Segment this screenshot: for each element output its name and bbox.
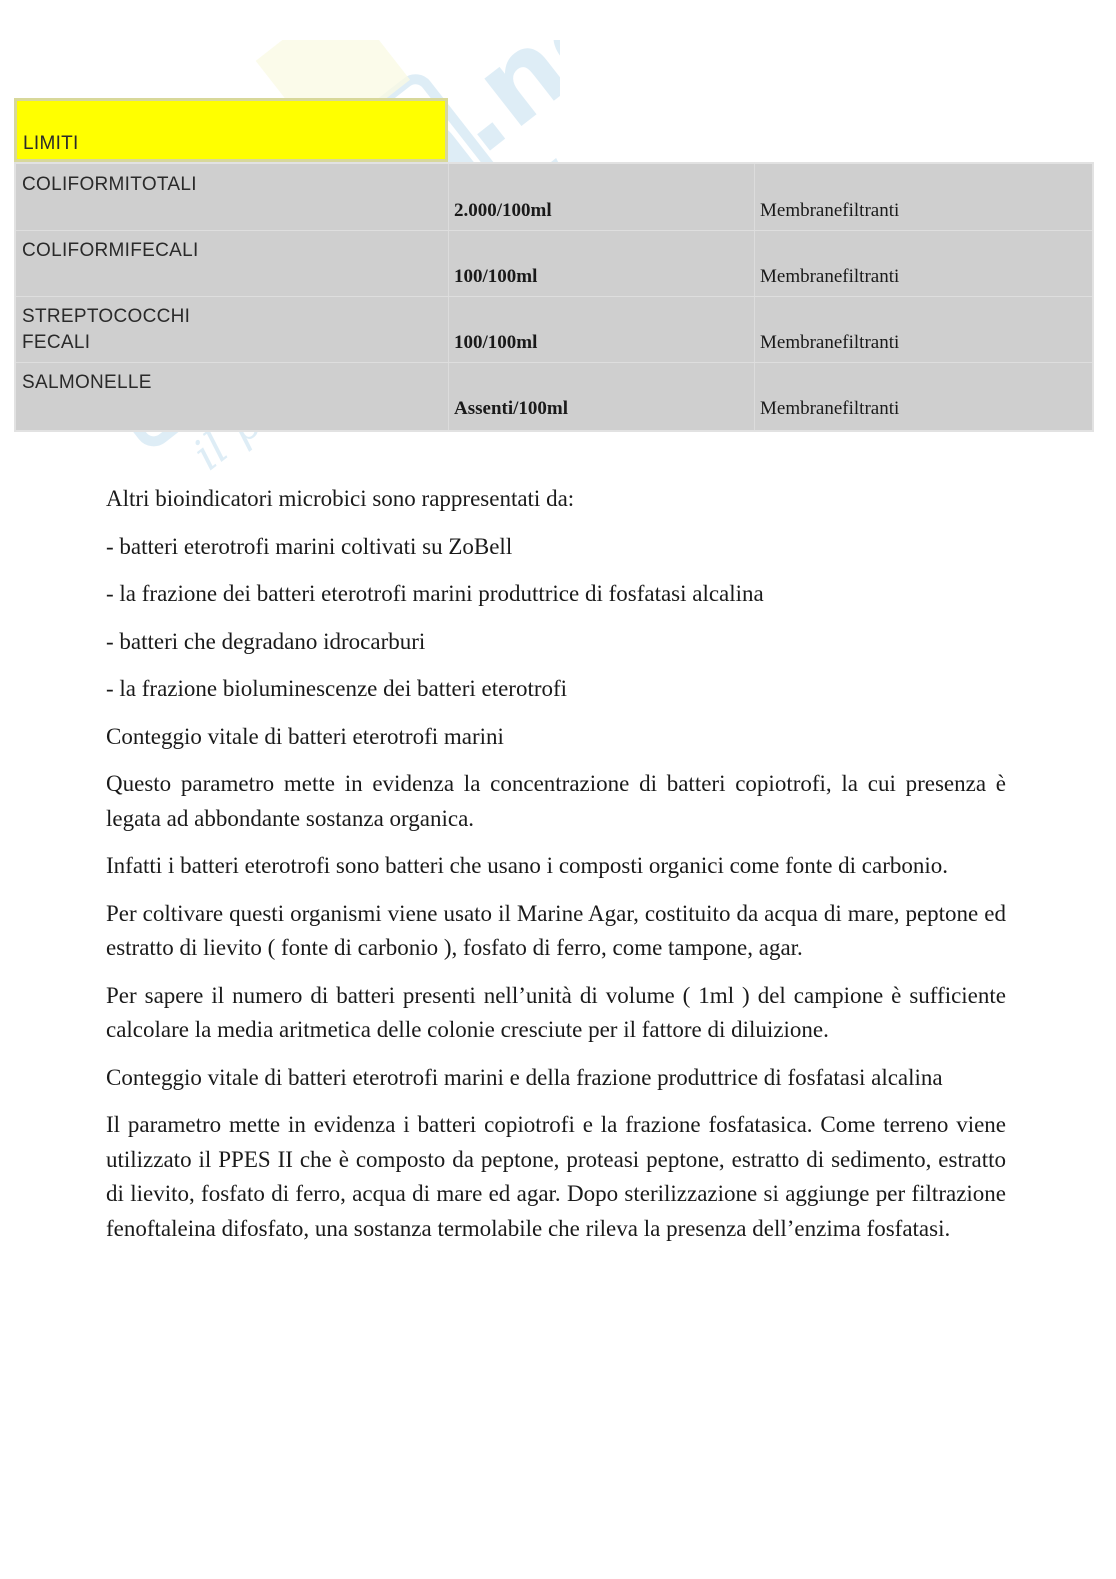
list-item: - batteri che degradano idrocarburi bbox=[106, 628, 426, 654]
table-row bbox=[16, 230, 1092, 297]
row-method: Membranefiltranti bbox=[760, 332, 900, 353]
paragraph: Infatti i batteri eterotrofi sono batteri che usano i composti organici come fonte di carbonio. bbox=[106, 853, 949, 878]
section-heading: Conteggio vitale di batteri eterotrofi marini e della frazione produttrice di fosfatasi alcalina bbox=[106, 1064, 943, 1090]
intro-paragraph: Altri bioindicatori microbici sono rappresentati da: bbox=[106, 486, 575, 511]
paragraph: Per coltivare questi organismi viene usato il Marine Agar, costituito da acqua di mare, peptone ed estratto di lievito ( fonte di carbonio ), fosfato di ferro, come tampone, agar. bbox=[106, 900, 1006, 960]
row-limit: Assenti/100ml bbox=[454, 398, 568, 419]
row-name: SALMONELLE bbox=[22, 372, 152, 393]
list-item: - batteri eterotrofi marini coltivati su ZoBell bbox=[106, 533, 513, 559]
list-item: - la frazione dei batteri eterotrofi marini produttrice di fosfatasi alcalina bbox=[106, 581, 764, 606]
row-method: Membranefiltranti bbox=[760, 266, 900, 287]
limits-header-label: LIMITI bbox=[23, 133, 79, 154]
paragraph: Questo parametro mette in evidenza la concentrazione di batteri copiotrofi, la cui presenza è legata ad abbondante sostanza organica. bbox=[106, 771, 1006, 831]
document-body bbox=[106, 482, 1006, 1259]
row-name: COLIFORMIFECALI bbox=[22, 240, 199, 261]
limits-table bbox=[14, 162, 1094, 432]
table-row bbox=[16, 362, 1092, 428]
row-name: STREPTOCOCCHI FECALI bbox=[22, 306, 191, 353]
table-row bbox=[16, 164, 1092, 231]
row-limit: 100/100ml bbox=[454, 266, 538, 287]
row-method: Membranefiltranti bbox=[760, 398, 900, 419]
limits-header-cell bbox=[14, 98, 448, 162]
row-name: COLIFORMITOTALI bbox=[22, 174, 197, 195]
paragraph: Per sapere il numero di batteri presenti nell’unità di volume ( 1ml ) del campione è sufficiente calcolare la media aritmetica delle colonie cresciute per il fattore di diluizione. bbox=[106, 982, 1006, 1042]
section-heading: Conteggio vitale di batteri eterotrofi marini bbox=[106, 723, 504, 749]
table-row bbox=[16, 296, 1092, 363]
row-method: Membranefiltranti bbox=[760, 200, 900, 221]
row-limit: 2.000/100ml bbox=[454, 200, 552, 221]
row-limit: 100/100ml bbox=[454, 332, 538, 353]
list-item: - la frazione bioluminescenze dei batteri eterotrofi bbox=[106, 676, 568, 701]
paragraph: Il parametro mette in evidenza i batteri copiotrofi e la frazione fosfatasica. Come terreno viene utilizzato il PPES II che è composto da peptone, proteasi peptone, estratto di sedimento, estratto di lievito, fosfato di ferro, acqua di mare ed agar. Dopo sterilizzazione si aggiunge per filtrazione fenoftaleina difosfato, una sostanza termolabile che rileva la presenza dell’enzima fosfatasi. bbox=[106, 1112, 1006, 1241]
